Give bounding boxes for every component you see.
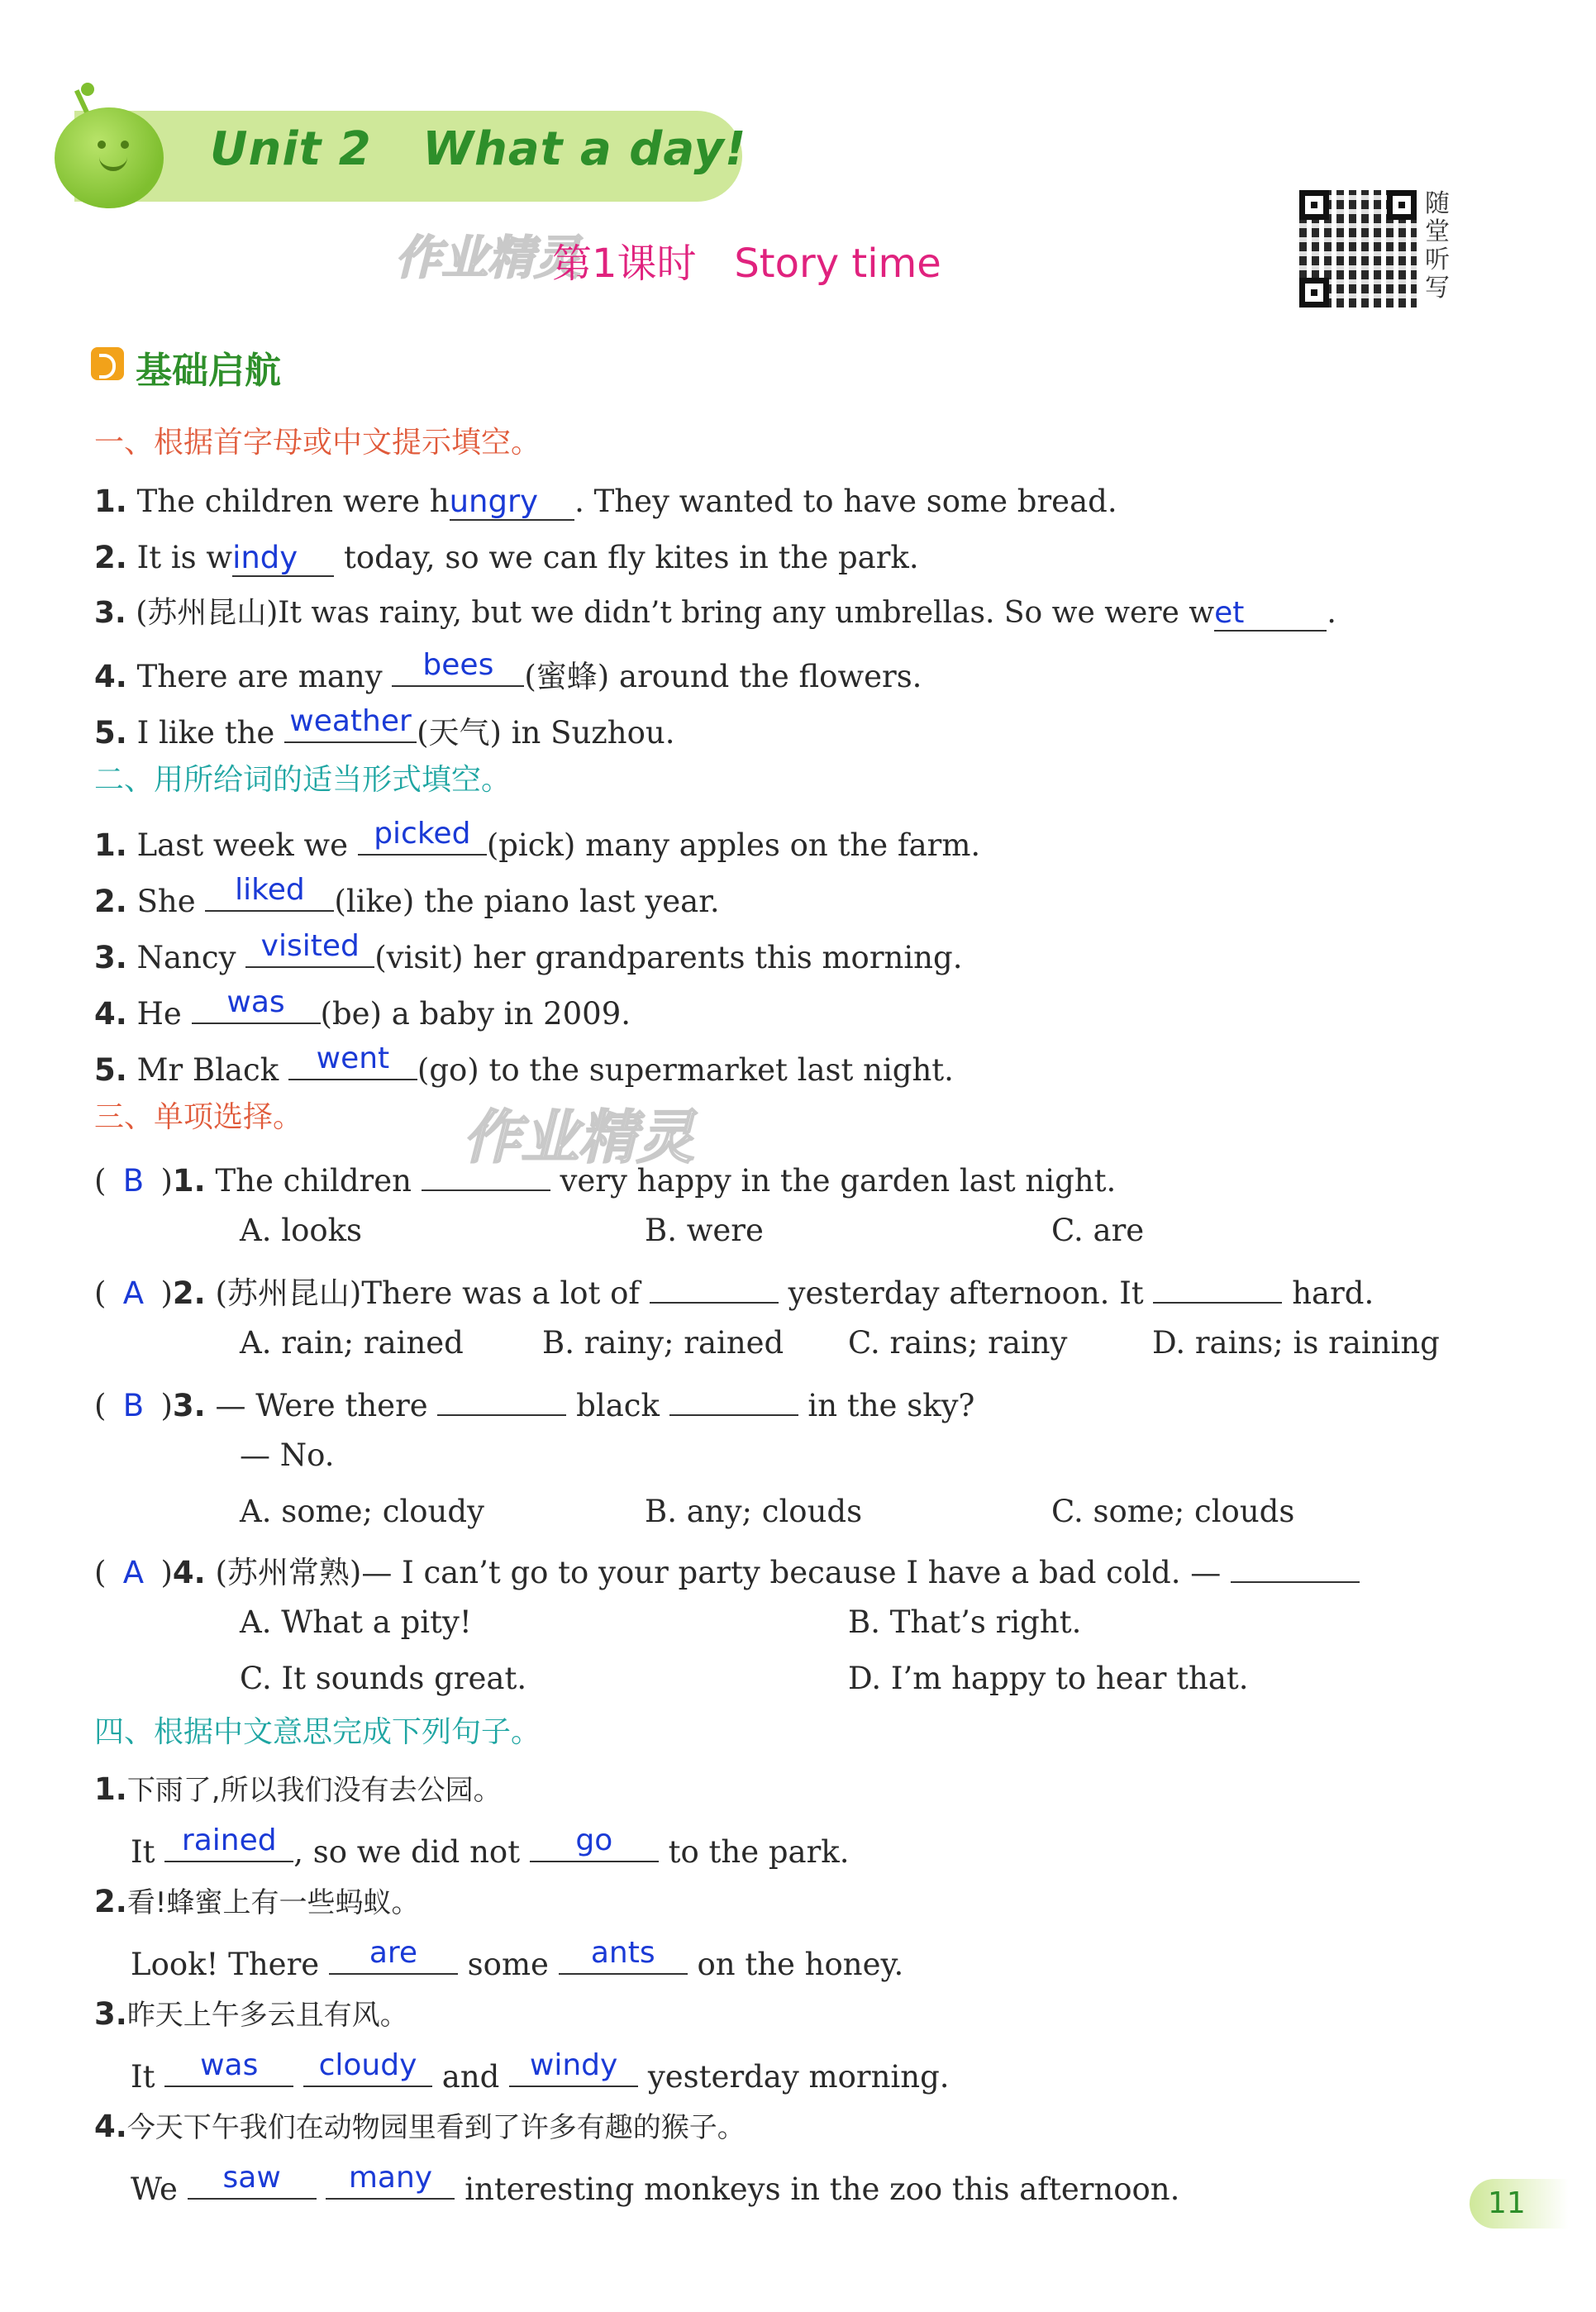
option-a[interactable]: A. some; cloudy bbox=[240, 1494, 484, 1529]
answer-blank[interactable] bbox=[288, 1042, 417, 1080]
choice-answer[interactable]: A bbox=[122, 1275, 145, 1311]
item-number: 4. bbox=[94, 2109, 127, 2144]
qr-label bbox=[1425, 190, 1453, 303]
item-text: in the sky? bbox=[798, 1388, 975, 1423]
part3-heading: 三、单项选择。 bbox=[94, 1100, 303, 1134]
item-text: There are many bbox=[136, 659, 393, 694]
watermark: 作业精灵 bbox=[395, 231, 580, 285]
unit-title: Unit 2 What a day! bbox=[210, 122, 747, 176]
answer-blank[interactable] bbox=[422, 1159, 550, 1191]
answer-blank[interactable] bbox=[669, 1384, 798, 1416]
answer-text: cloudy bbox=[318, 2048, 417, 2082]
option-d[interactable]: D. rains; is raining bbox=[1152, 1325, 1440, 1361]
item-text: He bbox=[136, 996, 192, 1032]
item-letter: h bbox=[429, 484, 450, 519]
item-text: . bbox=[1327, 596, 1336, 630]
item-text: The children bbox=[215, 1163, 422, 1199]
qr-corner bbox=[1387, 190, 1417, 220]
item-number: 3. bbox=[172, 1388, 206, 1423]
option-c[interactable]: C. It sounds great. bbox=[240, 1661, 527, 1696]
item-letter: w bbox=[206, 540, 233, 575]
item-text: on the honey. bbox=[687, 1947, 904, 1982]
answer-text: picked bbox=[374, 817, 471, 851]
part2-item-5 bbox=[94, 1042, 954, 1088]
section-title: 基础启航 bbox=[136, 350, 281, 392]
chinese-prompt: 昨天上午多云且有风。 bbox=[126, 1999, 408, 2032]
answer-text: was bbox=[226, 985, 285, 1019]
option-b[interactable]: B. were bbox=[645, 1213, 764, 1248]
answer-text: saw bbox=[222, 2161, 281, 2195]
item-text: (苏州常熟)— I can’t go to your party because I have a bad cold. — bbox=[215, 1555, 1231, 1590]
answer-blank[interactable]: et bbox=[1214, 596, 1327, 632]
qr-corner bbox=[1299, 190, 1329, 220]
answer-text: liked bbox=[235, 873, 305, 907]
part1-heading: 一、根据首字母或中文提示填空。 bbox=[94, 426, 541, 460]
item-text: I like the bbox=[136, 715, 285, 751]
part2-item-3 bbox=[94, 929, 963, 975]
part2-heading: 二、用所给词的适当形式填空。 bbox=[94, 763, 512, 797]
watermark: 作业精灵 bbox=[463, 1104, 694, 1171]
part4-q2-answer bbox=[131, 1936, 904, 1982]
item-text: (pick) many apples on the farm. bbox=[486, 827, 981, 863]
item-text: We bbox=[131, 2171, 188, 2207]
answer-blank[interactable] bbox=[650, 1271, 779, 1304]
item-text: today, so we can fly kites in the park. bbox=[334, 540, 919, 575]
section-icon bbox=[91, 347, 124, 380]
part1-item-1 bbox=[94, 486, 1117, 517]
part1-item-5 bbox=[94, 704, 675, 751]
part3-q3: ( B )3. — Were there black in the sky? bbox=[94, 1384, 974, 1421]
item-number: 3. bbox=[94, 940, 127, 975]
part2-item-4 bbox=[94, 985, 631, 1032]
answer-blank[interactable] bbox=[164, 1823, 293, 1862]
item-number: 5. bbox=[94, 1052, 127, 1088]
choice-answer[interactable]: B bbox=[122, 1388, 145, 1423]
item-number: 2. bbox=[94, 884, 127, 919]
answer-blank[interactable] bbox=[392, 648, 524, 687]
item-text: She bbox=[136, 884, 206, 919]
item-number: 1. bbox=[172, 1163, 206, 1199]
answer-blank[interactable] bbox=[509, 2048, 638, 2087]
item-number: 5. bbox=[94, 715, 127, 751]
answer-blank[interactable] bbox=[164, 2048, 293, 2087]
answer-blank[interactable] bbox=[205, 873, 334, 912]
answer-text: bees bbox=[422, 648, 494, 682]
item-number: 3. bbox=[94, 596, 126, 630]
answer-text: went bbox=[316, 1042, 390, 1075]
qr-label-char: 堂 bbox=[1425, 217, 1450, 246]
answer-blank[interactable] bbox=[284, 704, 417, 743]
option-b[interactable]: B. any; clouds bbox=[645, 1494, 863, 1529]
item-text: (苏州昆山)It was rainy, but we didn’t bring any umbrellas. So we were bbox=[136, 596, 1189, 630]
answer-text: weather bbox=[289, 704, 412, 738]
item-text: Mr Black bbox=[136, 1052, 288, 1088]
lesson-title: 第1课时 Story time bbox=[552, 241, 941, 287]
chinese-prompt: 下雨了,所以我们没有去公园。 bbox=[126, 1774, 502, 1807]
answer-blank[interactable] bbox=[358, 817, 487, 856]
dialogue-reply: — No. bbox=[240, 1437, 335, 1473]
answer-blank[interactable] bbox=[1153, 1271, 1282, 1304]
item-text: Last week we bbox=[136, 827, 358, 863]
item-number: 4. bbox=[94, 996, 127, 1032]
qr-label-char: 随 bbox=[1425, 189, 1450, 218]
item-text: . They wanted to have some bread. bbox=[574, 484, 1117, 519]
item-number: 2. bbox=[94, 540, 127, 575]
item-number: 2. bbox=[94, 1884, 127, 1919]
item-text: hard. bbox=[1282, 1275, 1374, 1311]
option-b[interactable]: B. rainy; rained bbox=[542, 1325, 784, 1361]
option-b[interactable]: B. That’s right. bbox=[848, 1604, 1082, 1640]
item-text: (go) to the supermarket last night. bbox=[417, 1052, 954, 1088]
answer-blank[interactable] bbox=[192, 985, 321, 1024]
qr-corner bbox=[1299, 278, 1329, 307]
item-number: 2. bbox=[172, 1275, 206, 1311]
part2-item-1 bbox=[94, 817, 981, 863]
answer-blank[interactable] bbox=[437, 1384, 566, 1416]
option-a[interactable]: A. What a pity! bbox=[240, 1604, 472, 1640]
item-text: (visit) her grandparents this morning. bbox=[374, 940, 963, 975]
item-text: black bbox=[566, 1388, 669, 1423]
answer-blank[interactable] bbox=[188, 2161, 317, 2200]
answer-blank[interactable]: ungry bbox=[450, 484, 575, 521]
answer-text: are bbox=[369, 1936, 418, 1970]
item-text: to the park. bbox=[658, 1834, 850, 1870]
item-text: (天气) in Suzhou. bbox=[417, 715, 675, 751]
answer-text: ants bbox=[590, 1936, 655, 1970]
choice-answer[interactable]: B bbox=[122, 1163, 145, 1199]
answer-blank[interactable] bbox=[559, 1936, 688, 1975]
page-number: 11 bbox=[1470, 2179, 1569, 2229]
answer-blank[interactable] bbox=[326, 2161, 455, 2200]
part4-heading: 四、根据中文意思完成下列句子。 bbox=[94, 1715, 541, 1749]
part3-q1: ( B )1. The children very happy in the garden last night. bbox=[94, 1159, 1116, 1196]
option-c[interactable]: C. are bbox=[1051, 1213, 1145, 1248]
item-text: (like) the piano last year. bbox=[334, 884, 720, 919]
answer-blank[interactable] bbox=[245, 929, 374, 968]
item-text: , so we did not bbox=[293, 1834, 530, 1870]
item-number: 3. bbox=[94, 1996, 127, 2032]
item-number: 1. bbox=[94, 1771, 127, 1807]
answer-blank[interactable] bbox=[1231, 1551, 1360, 1583]
item-text: interesting monkeys in the zoo this afternoon. bbox=[455, 2171, 1180, 2207]
item-text: — Were there bbox=[215, 1388, 438, 1423]
answer-blank[interactable] bbox=[329, 1936, 458, 1975]
option-a[interactable]: A. looks bbox=[240, 1213, 363, 1248]
item-text: (苏州昆山)There was a lot of bbox=[215, 1275, 650, 1311]
mascot-antenna-ball bbox=[81, 83, 94, 96]
option-c[interactable]: C. rains; rainy bbox=[848, 1325, 1068, 1361]
item-text: Nancy bbox=[136, 940, 246, 975]
part3-q4: ( A )4. (苏州常熟)— I can’t go to your party because I have a bad cold. — bbox=[94, 1551, 1360, 1588]
answer-text: many bbox=[348, 2161, 433, 2195]
part1-item-4 bbox=[94, 648, 922, 694]
item-number: 1. bbox=[94, 484, 127, 519]
item-text: (be) a baby in 2009. bbox=[320, 996, 631, 1032]
item-text: and bbox=[432, 2059, 510, 2095]
part4-q4-prompt bbox=[94, 2111, 746, 2142]
item-text: It is bbox=[136, 540, 207, 575]
part2-item-2 bbox=[94, 873, 720, 919]
part1-item-3 bbox=[94, 598, 1336, 628]
mascot-eye bbox=[98, 141, 106, 149]
part3-q2: ( A )2. (苏州昆山)There was a lot of yesterday afternoon. It hard. bbox=[94, 1271, 1374, 1309]
answer-blank[interactable]: indy bbox=[232, 540, 334, 577]
item-text: The children were bbox=[136, 484, 430, 519]
chinese-prompt: 看!蜂蜜上有一些蚂蚁。 bbox=[126, 1886, 420, 1919]
part4-q1-answer bbox=[131, 1823, 850, 1870]
part4-q4-answer bbox=[131, 2161, 1180, 2207]
choice-answer[interactable]: A bbox=[122, 1555, 145, 1590]
answer-text: go bbox=[575, 1823, 613, 1857]
item-text: Look! There bbox=[131, 1947, 329, 1982]
part4-q2-prompt bbox=[94, 1886, 419, 1917]
answer-text: was bbox=[200, 2048, 259, 2082]
option-a[interactable]: A. rain; rained bbox=[240, 1325, 464, 1361]
item-text: It bbox=[131, 2059, 165, 2095]
answer-blank[interactable] bbox=[303, 2048, 432, 2087]
part4-q1-prompt bbox=[94, 1771, 502, 1807]
mascot-eye bbox=[121, 141, 129, 149]
item-text: It bbox=[131, 1834, 165, 1870]
option-d[interactable]: D. I’m happy to hear that. bbox=[848, 1661, 1249, 1696]
item-letter: w bbox=[1189, 596, 1215, 630]
item-number: 1. bbox=[94, 827, 127, 863]
item-text: some bbox=[457, 1947, 559, 1982]
item-text: yesterday afternoon. It bbox=[778, 1275, 1154, 1311]
part1-item-2 bbox=[94, 542, 919, 573]
item-text: (蜜蜂) around the flowers. bbox=[524, 659, 922, 694]
qr-label-char: 写 bbox=[1425, 274, 1450, 303]
answer-text: windy bbox=[529, 2048, 618, 2082]
answer-text: rained bbox=[181, 1823, 277, 1857]
item-number: 4. bbox=[172, 1555, 206, 1590]
option-c[interactable]: C. some; clouds bbox=[1051, 1494, 1295, 1529]
part4-q3-prompt bbox=[94, 1996, 408, 2032]
part4-q3-answer bbox=[131, 2048, 950, 2095]
chinese-prompt: 今天下午我们在动物园里看到了许多有趣的猴子。 bbox=[126, 2111, 746, 2144]
item-number: 4. bbox=[94, 659, 127, 694]
answer-text: visited bbox=[260, 929, 360, 963]
answer-blank[interactable] bbox=[530, 1823, 659, 1862]
item-text: yesterday morning. bbox=[638, 2059, 950, 2095]
qr-label-char: 听 bbox=[1425, 246, 1450, 274]
item-text: very happy in the garden last night. bbox=[550, 1163, 1117, 1199]
